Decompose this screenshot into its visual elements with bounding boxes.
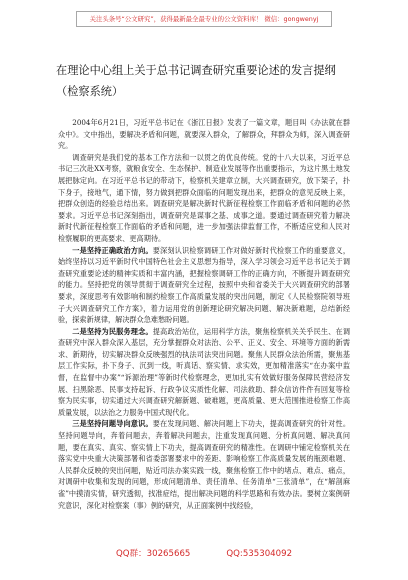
body-paragraph — [58, 152, 350, 245]
body-paragraph — [58, 326, 350, 419]
body-paragraph — [58, 117, 350, 152]
paragraph-lead: 二是坚持为民服务理念。 — [72, 326, 153, 336]
document-body — [58, 117, 350, 511]
contact-footer — [0, 547, 408, 559]
body-paragraph — [58, 245, 350, 326]
paragraph-text: 要深刻认识检察调研工作对做好新时代检察工作的重要意义，始终坚持以习近平新时代中国特色社会主义思想为指导，深入学习领会习近平总书记关于调查研究重要论述的精神实质和丰富内涵，把握检察调研工作的正确方向，不断提升调查研究的能力。坚持把党的领导贯彻于调查研究全过程，按照中央和省委关于大兴调查研究的部署要求，深度思考有效影响和制约检察工作高质量发展的突出问题，制定《人民检察院领导班子大兴调查研究工作方案》，着力运用党的创新理论研究解决问题、解决新难题，总结新经验，探索新规律，解决群众急难愁盼问题。 — [58, 245, 350, 325]
qq-number: QQ:535304092 — [226, 549, 293, 559]
paragraph-text: 提高政治站位，运用科学方法，聚焦检察机关关乎民生、在调查研究中深入群众深入基层，充分掌握群众对法治、公平、正义、安全、环境等方面的新需求、新期待，切实解决群众反映强烈的执法司法突出问题。聚焦人民群众法治所需，聚焦基层工作实际，扑下身子、沉到一线，听真话、察实情、求实效，更加精准落实“在办案中监督，在监督中办案”“诉源治理”等新时代检察理念，更加扎实有效做好服务保障民营经济发展、扫黑除恶、民事支持起诉、行政争议实质性化解、司法救助、群众信访件件有回复等检察为民实事，切实通过大兴调查研究解新题、破难题，更高质量、更大范围推进检察工作高质量发展，以法治之力服务中国式现代化。 — [58, 326, 350, 417]
paragraph-text: 2004年6月21日，习近平总书记在《浙江日报》发表了一篇文章，题目叫《办法就在群众中》。文中指出，要解决矛盾和问题，就要深入群众，了解群众，拜群众为师，深入调查研究。 — [58, 118, 350, 151]
body-paragraph — [58, 418, 350, 511]
qq-group-number: QQ群：30265665 — [115, 549, 191, 559]
paragraph-lead: 三是坚持问题导向意识。 — [72, 419, 153, 429]
promo-banner: 关注头条号“公文研究”，获得最新最全最专业的公文资料库！ 微信：gongwenyj — [76, 11, 332, 27]
paragraph-text: 要在发现问题、解决问题上下功夫，提高调查研究的针对性。坚持问题导向，奔着问题去，奔着解决问题去，注重发现真问题、分析真问题、解决真问题，要在真实、真实、察实情上下功夫，提高调查研究的精准性。在调研中铺定检察机关在落实党中央重大决策部署和省委部署要求中的差距、影响检察工作高质量发展的瓶颈难题、人民群众反映的突出问题，贴近司法办案实践一线，聚焦检察工作中的堵点、难点、痛点，对调研中收集和发现的问题，形成问题清单、责任清单、任务清单“三张清单”，在“解剖麻雀”中摸清实情，研究透彻，找准症结，提出解决问题的科学思路和有效办法。要树立案例研究意识，深化对检察案（事）例的研究，从正面案例中找经验， — [58, 419, 350, 510]
document-title: 在理论中心组上关于总书记调查研究重要论述的发言提纲（检察系统） — [56, 64, 336, 98]
paragraph-text: 调查研究是我们党的基本工作方法和一以贯之的优良传统。党的十八大以来，习近平总书记三次赴XX考察，就粮食安全、生态保护、制造业发展等作出重要指示，为这片黑土地发展把脉定向。在习近平总书记的带动下，检察机关建章立制，大兴调查研究，放下架子，扑下身子，接地气，通下情，努力做到把群众面临的问题发现出来，把群众的意见反映上来，把群众创造的经验总结出来。调查研究是解决新时代新征程检察工作面临矛盾和问题的必然要求。习近平总书记深刻指出，调查研究是谋事之基、成事之道。要通过调查研究着力解决新时代新征程检察工作面临的矛盾和问题，进一步加强法律监督工作，不断适应党和人民对检察履职的更高要求、更高期待。 — [58, 152, 350, 243]
paragraph-lead: 一是坚持正确政治方向。 — [72, 245, 153, 255]
